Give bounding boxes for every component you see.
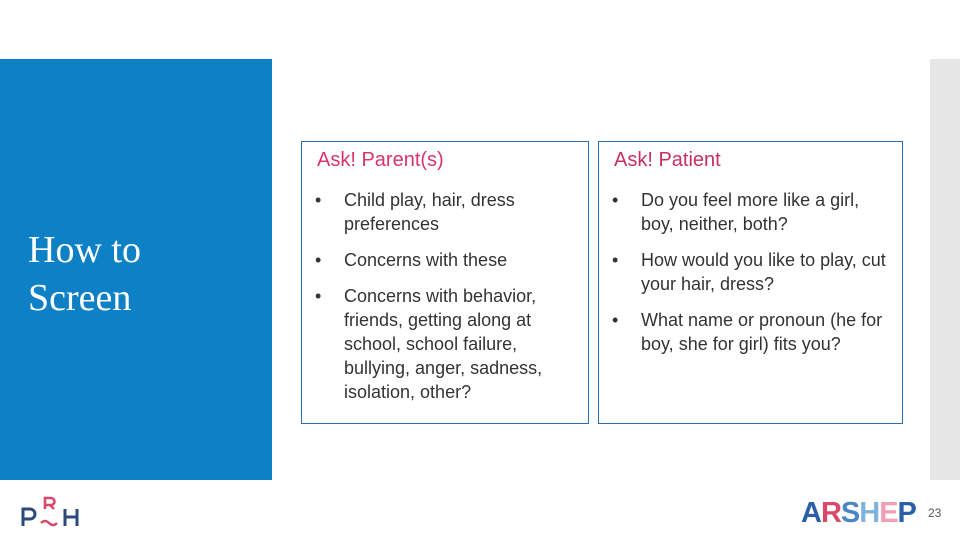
bullet-icon: •: [315, 190, 322, 210]
bullet-icon: •: [315, 286, 322, 306]
patient-questions-box: [598, 141, 903, 424]
arshep-logo-letter: H: [859, 497, 880, 529]
arshep-logo-letter: S: [840, 497, 860, 529]
list-item: [612, 248, 890, 296]
list-item-text: Child play, hair, dress preferences: [344, 190, 515, 234]
arshep-logo-letters: [801, 499, 916, 527]
arshep-logo: [801, 499, 916, 527]
list-item-text: What name or pronoun (he for boy, she for girl) fits you?: [641, 310, 883, 354]
list-item: [315, 248, 576, 272]
list-item: [315, 284, 576, 404]
right-edge-strip: [930, 59, 960, 480]
list-item-text: Do you feel more like a girl, boy, neither, both?: [641, 190, 860, 234]
parent-box-heading: Ask! Parent(s): [317, 149, 444, 171]
bullet-icon: •: [612, 190, 619, 210]
bullet-icon: •: [315, 250, 322, 270]
arshep-logo-letter: E: [879, 497, 898, 529]
list-item: [612, 308, 890, 356]
bullet-icon: •: [612, 310, 619, 330]
prh-logo: [20, 496, 84, 530]
list-item: [315, 188, 576, 236]
bullet-icon: •: [612, 250, 619, 270]
parent-question-list: [315, 188, 576, 416]
list-item-text: How would you like to play, cut your hair, dress?: [641, 250, 886, 294]
arshep-logo-letter: P: [897, 497, 916, 529]
list-item: [612, 188, 890, 236]
arshep-logo-letter: R: [820, 497, 841, 529]
slide-title: How to Screen: [28, 229, 141, 319]
parent-questions-box: [301, 141, 589, 424]
patient-question-list: [612, 188, 890, 368]
list-item-text: Concerns with behavior, friends, getting along at school, school failure, bullying, anger, sadness, isolation, other?: [344, 286, 543, 402]
page-number: 23: [928, 506, 942, 520]
arshep-logo-letter: A: [801, 497, 821, 529]
list-item-text: Concerns with these: [344, 250, 508, 270]
patient-box-heading: Ask! Patient: [614, 149, 721, 171]
